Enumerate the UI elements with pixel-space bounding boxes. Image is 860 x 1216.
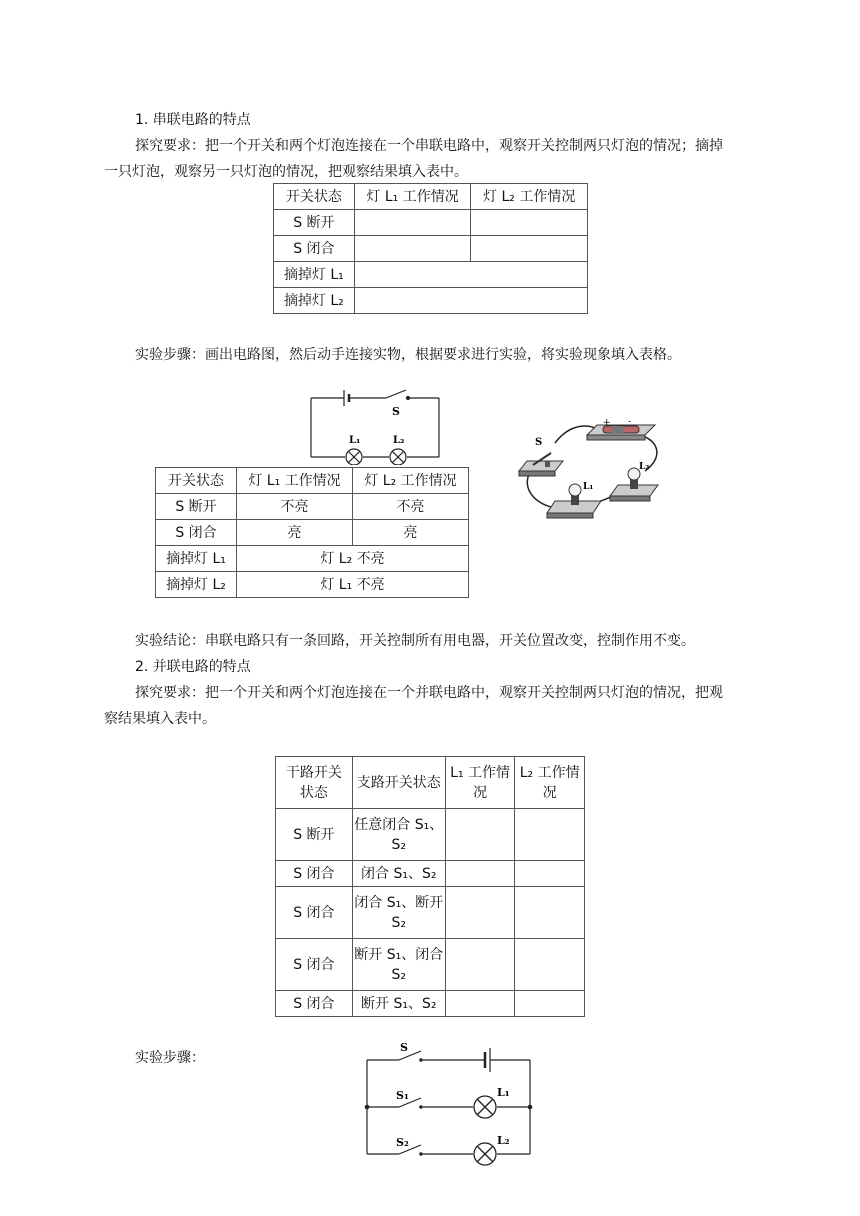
lamp-l1-label: L₁ <box>349 435 361 446</box>
table-cell: 闭合 S₁、断开 S₂ <box>352 887 445 939</box>
section2-heading: 2. 并联电路的特点 <box>135 659 251 675</box>
photo-switch-label: S <box>535 437 543 448</box>
switch-label: S <box>392 405 400 418</box>
table-cell: S 闭合 <box>276 861 353 887</box>
table-cell: 闭合 S₁、S₂ <box>352 861 445 887</box>
section2-requirement-line1: 探究要求：把一个开关和两个灯泡连接在一个并联电路中，观察开关控制两只灯泡的情况，把观 <box>135 685 723 701</box>
section1-conclusion: 实验结论：串联电路只有一条回路，开关控制所有用电器，开关位置改变，控制作用不变。 <box>135 633 695 649</box>
table-header: 灯 L₁ 工作情况 <box>354 184 471 210</box>
table-cell-empty <box>445 861 515 887</box>
observation-table-parallel <box>275 756 585 1017</box>
table-header: L₂ 工作情 况 <box>515 757 585 809</box>
section1-heading: 1. 串联电路的特点 <box>135 112 251 128</box>
switch-s1-label: S₁ <box>396 1089 409 1102</box>
lamp-l2-icon <box>474 1143 496 1165</box>
table-cell-empty <box>445 887 515 939</box>
table-header: 灯 L₂ 工作情况 <box>471 184 588 210</box>
table-cell-empty <box>515 809 585 861</box>
table-cell: 灯 L₁ 不亮 <box>237 572 469 598</box>
table-cell: 断开 S₁、闭合 S₂ <box>352 939 445 991</box>
table-header: 支路开关状态 <box>352 757 445 809</box>
lamp-l1-icon <box>474 1096 496 1118</box>
table-cell: S 闭合 <box>276 991 353 1017</box>
photo-lamp-l2-label: L₂ <box>639 462 650 472</box>
table-header: 开关状态 <box>274 184 355 210</box>
table-cell-empty <box>354 236 471 262</box>
table-cell-empty <box>354 288 587 314</box>
observation-table-series-filled <box>155 467 469 598</box>
battery-plus-label: + <box>603 418 611 428</box>
lamp-l2-label: L₂ <box>393 435 405 446</box>
battery-minus-label: - <box>628 417 632 427</box>
parallel-circuit-diagram <box>355 1040 545 1172</box>
table-header: 开关状态 <box>156 468 237 494</box>
section2-requirement-line2: 察结果填入表中。 <box>104 711 216 727</box>
table-cell-empty <box>515 887 585 939</box>
observation-table-series-blank <box>273 183 588 314</box>
section2-steps: 实验步骤： <box>135 1050 205 1066</box>
table-cell-empty <box>471 210 588 236</box>
lamp-l1-icon <box>346 449 362 465</box>
battery-icon <box>587 425 655 440</box>
main-switch-label: S <box>400 1041 408 1054</box>
table-cell-empty <box>515 991 585 1017</box>
series-circuit-diagram <box>300 385 450 465</box>
table-cell: 任意闭合 S₁、 S₂ <box>352 809 445 861</box>
table-cell-empty <box>354 210 471 236</box>
table-cell-empty <box>515 861 585 887</box>
table-cell: 摘掉灯 L₁ <box>274 262 355 288</box>
table-cell: S 闭合 <box>156 520 237 546</box>
table-header: L₁ 工作情 况 <box>445 757 515 809</box>
section1-steps: 实验步骤：画出电路图，然后动手连接实物，根据要求进行实验，将实验现象填入表格。 <box>135 347 681 363</box>
table-cell: 断开 S₁、S₂ <box>352 991 445 1017</box>
table-cell-empty <box>354 262 587 288</box>
table-cell: S 断开 <box>156 494 237 520</box>
switch-icon <box>519 453 563 476</box>
section1-requirement-line1: 探究要求：把一个开关和两个灯泡连接在一个串联电路中，观察开关控制两只灯泡的情况；摘掉 <box>135 138 723 154</box>
table-header: 干路开关 状态 <box>276 757 353 809</box>
table-cell: 不亮 <box>237 494 353 520</box>
table-cell: S 闭合 <box>274 236 355 262</box>
series-apparatus-illustration <box>515 413 665 523</box>
table-cell-empty <box>515 939 585 991</box>
table-cell-empty <box>445 991 515 1017</box>
table-cell-empty <box>471 236 588 262</box>
table-cell-empty <box>445 939 515 991</box>
table-cell: S 断开 <box>274 210 355 236</box>
table-cell: 亮 <box>237 520 353 546</box>
table-cell: 摘掉灯 L₂ <box>156 572 237 598</box>
switch-s2-label: S₂ <box>396 1136 409 1149</box>
photo-lamp-l1-label: L₁ <box>583 482 594 492</box>
lamp-l2-label: L₂ <box>497 1134 510 1147</box>
lamp-l2-icon <box>390 449 406 465</box>
table-cell: S 断开 <box>276 809 353 861</box>
table-cell: 亮 <box>353 520 469 546</box>
section1-requirement-line2: 一只灯泡，观察另一只灯泡的情况，把观察结果填入表中。 <box>104 164 468 180</box>
table-cell: S 闭合 <box>276 887 353 939</box>
table-cell: 摘掉灯 L₁ <box>156 546 237 572</box>
lamp-l1-label: L₁ <box>497 1086 510 1099</box>
table-cell-empty <box>445 809 515 861</box>
table-cell: S 闭合 <box>276 939 353 991</box>
lamp-l2-icon <box>610 468 658 501</box>
table-cell: 摘掉灯 L₂ <box>274 288 355 314</box>
table-header: 灯 L₂ 工作情况 <box>353 468 469 494</box>
table-cell: 灯 L₂ 不亮 <box>237 546 469 572</box>
table-header: 灯 L₁ 工作情况 <box>237 468 353 494</box>
table-cell: 不亮 <box>353 494 469 520</box>
